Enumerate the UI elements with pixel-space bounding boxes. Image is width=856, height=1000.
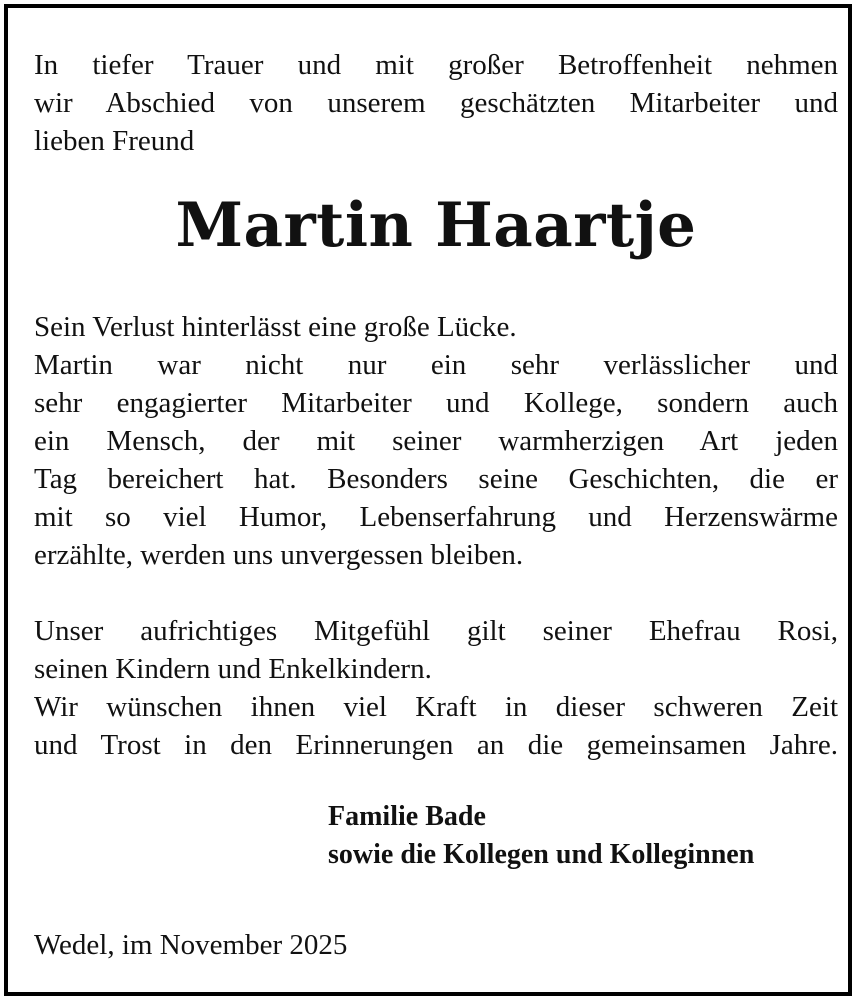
intro-paragraph [34,46,838,160]
signature-line: sowie die Kollegen und Kolleginnen [328,839,755,870]
tribute-line: sehr engagierter Mitarbeiter und Kollege, sondern auch [34,387,838,419]
condolence-line: und Trost in den Erinnerungen an die gemeinsamen Jahre. [34,729,838,761]
tribute-line: erzählte, werden uns unvergessen bleiben. [34,539,524,571]
condolence-paragraph [34,612,838,764]
deceased-name: Martin Haartje [175,190,697,261]
intro-line: lieben Freund [34,125,195,157]
tribute-paragraph [34,308,838,574]
tribute-line: ein Mensch, der mit seiner warmherzigen Art jeden [34,425,838,457]
condolence-line: Wir wünschen ihnen viel Kraft in dieser schweren Zeit [34,691,838,723]
place-date: Wedel, im November 2025 [34,929,348,961]
intro-line: wir Abschied von unserem geschätzten Mitarbeiter und [34,87,838,119]
tribute-line: Martin war nicht nur ein sehr verlässlicher und [34,349,838,381]
signature-block [328,798,754,874]
tribute-line: mit so viel Humor, Lebenserfahrung und Herzenswärme [34,501,838,533]
condolence-line: Unser aufrichtiges Mitgefühl gilt seiner Ehefrau Rosi, [34,615,838,647]
condolence-line: seinen Kindern und Enkelkindern. [34,653,432,685]
obituary-frame [4,4,852,996]
intro-line: In tiefer Trauer und mit großer Betroffenheit nehmen [34,49,838,81]
signature-line: Familie Bade [328,801,486,832]
tribute-line: Tag bereichert hat. Besonders seine Geschichten, die er [34,463,838,495]
tribute-line: Sein Verlust hinterlässt eine große Lücke. [34,311,517,343]
